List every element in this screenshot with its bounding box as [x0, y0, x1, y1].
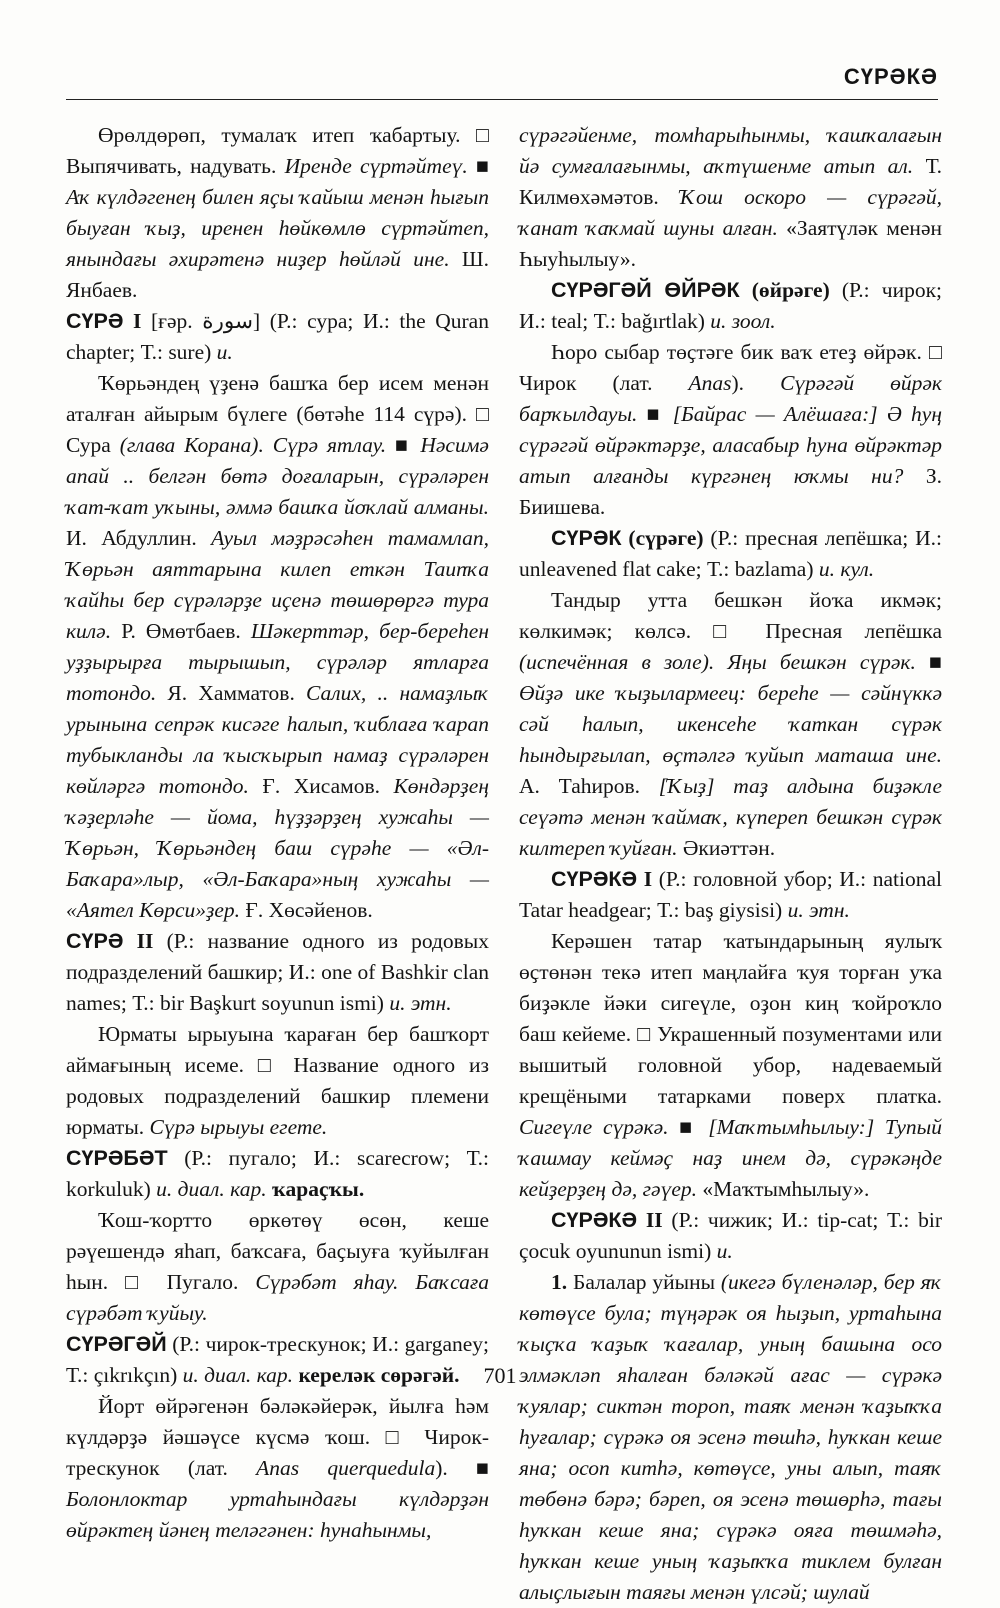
entry-paragraph [66, 306, 489, 368]
entry-paragraph [519, 585, 942, 864]
text: (Р.: название одного из родовых подразделений башкир; И.: one of Bashkir clan names; Т.: bir Başkurt soyunun ismi) [66, 929, 489, 1015]
entry-paragraph [66, 368, 489, 926]
text: Юрматы ырыуына ҡараған бер башҡорт аймағының исеме. □ Название одного из родовых подразделений башкир племени юрматы. [66, 1022, 489, 1139]
italic-text: Anas querquedula [256, 1456, 436, 1480]
entry-paragraph [66, 926, 489, 1019]
italic-text: Иренде сүртәйтеү. [284, 154, 476, 178]
italic-text: и. [216, 340, 233, 364]
headword: СҮРӘКӘ [551, 867, 638, 891]
entry-paragraph [66, 1143, 489, 1205]
header-rule [66, 99, 938, 100]
text: ■ [679, 1115, 709, 1139]
italic-text: (икегә бүленәләр, бер яҡ көтөүсе була; түңәрәк оя һыҙып, уртаһына ҡыҫҡа ҡаҙыҡ ҡағалар, уның башына осо элмәкләп яһалған бәләкәй ағас — сүрәкә ҡуялар; сиктән тороп, таяҡ менән ҡаҙыҡҡа һуғалар; сүрәкә оя эсенә төшһә, һуҡкан кеше яна; осоп китһә, көтөүсе, уны алып, таяҡ төбөнә бәрә; бәреп, оя эсенә төшөрһә, тағы һуҡкан кеше яна; сүрәкә ояға төшмәһә, һуҡкан кеше уның ҡаҙыҡҡа тиклем булған алыҫлығын таяғы менән үлсәй; шулай [519, 1270, 942, 1604]
text: ). [731, 371, 781, 395]
italic-text: (глава Корана). Сүрә ятлау. [119, 433, 395, 457]
text: Һоро сыбар төҫтәге бик ваҡ етеҙ өйрәк. □ Чирок (лат. [519, 340, 942, 395]
headword: СҮРӘБӘТ [66, 1146, 168, 1170]
italic-text: Сүрә ырыуы егете. [149, 1115, 328, 1139]
text: Тандыр утта бешкән йоҡа икмәк; көлкимәк; көлсә. □ Пресная лепёшка [519, 588, 942, 643]
italic-text: Anas [688, 371, 732, 395]
entry-paragraph [519, 523, 942, 585]
italic-text: и. [716, 1239, 733, 1263]
italic-text: [Маҡтымһылыу:] Тупый ҡашмау кеймәҫ наҙ инем дә, сүрәкәңде кейҙерҙең дә, гәүер. [519, 1115, 942, 1201]
running-head: СҮРӘКӘ [843, 64, 938, 89]
left-column [66, 120, 489, 1546]
headword: СҮРӘ [66, 309, 124, 333]
text: А. Таһиров. [519, 774, 659, 798]
italic-text: (испечённая в золе). Яңы бешкән сүрәк. [519, 650, 929, 674]
text: (Р.: пресная лепёшка; И.: unleavened flat cake; Т.: bazlama) [519, 526, 942, 581]
entry-paragraph [519, 864, 942, 926]
entry-paragraph [519, 337, 942, 523]
headword: СҮРӘКӘ [551, 1208, 638, 1232]
bold-text: II [637, 1208, 672, 1232]
italic-text: Сигеүле сүрәкә. [519, 1115, 680, 1139]
entry-paragraph [519, 275, 942, 337]
italic-text: Болонлоктар уртаһындағы күлдәрҙән өйрәктең йәнең теләгәнен: һунаһынмы, [66, 1487, 489, 1542]
text: Ҡөрьәндең үҙенә башҡа бер исем менән аталған айырым бүлеге (бөтәһе 114 сүрә). □ Сура [66, 371, 489, 457]
entry-paragraph [66, 1019, 489, 1143]
entry-paragraph [519, 1205, 942, 1267]
text: Керәшен татар ҡатындарының яулыҡ өҫтөнән текә итеп маңлайға ҡуя торған уҡа биҙәкле йәки сигеүле, оҙон киң ҡойроҡло баш кейеме. □ Украшенный позументами или вышитый головной убор, надеваемый крещёными татарками поверх платка. [519, 929, 942, 1108]
headword: СҮРӘГӘЙ [66, 1332, 167, 1356]
text: (Р.: пугало; И.: scarecrow; Т.: korkuluk) [66, 1146, 489, 1201]
italic-text: Салих, .. намаҙлыҡ урынына сепрәк кисәге һалып, ҡиблаға ҡарап тубыкланды ла ҡысҡырып намаҙ сүрәләрен көйләргә тотондо. [66, 681, 489, 798]
italic-text: и. этн. [389, 991, 452, 1015]
text: ■ [476, 154, 489, 178]
entry-paragraph [519, 926, 942, 1205]
italic-text: [Байрас — Алёшаға:] Ә һуң сүрәгәй өйрәктәрҙе, аласабыр һуна өйрәктәр атып алғанды күргәнең юҡмы ни? [519, 402, 942, 488]
bold-text: 1. [551, 1270, 573, 1294]
italic-text: Өйҙә ике ҡыҙылармеец: береһе — сәйнүккә сәй һалып, икенсеһе ҡаткан сүрәк һындырғылап, өҫтәлгә ҡуйып маташа ине. [519, 681, 942, 767]
text: Әкиәттән. [682, 836, 776, 860]
headword: СҮРӘК [551, 526, 622, 550]
entry-paragraph [519, 120, 942, 275]
bold-text: I [123, 309, 151, 333]
italic-text: и. диал. кар. [156, 1177, 272, 1201]
italic-text: Ҡош оскоро — сүрәгәй, ҡанат ҡаҡмай шуны алған. [519, 185, 943, 240]
text: Ғ. Хисамов. [262, 774, 394, 798]
text: (Р.: чирок; И.: teal; Т.: bağırtlak) [519, 278, 942, 333]
italic-text: Ауыл мәҙрәсәһен тамамлап, Ҡөрьән аяттарына килеп еткән Таипҡа ҡайһы бер сүрәләрҙе иҫенә төшөрөргә тура килә. [66, 526, 489, 643]
text: ■ [929, 650, 942, 674]
bold-text: ҡараҫҡы. [271, 1177, 365, 1201]
italic-text: и. зоол. [710, 309, 776, 333]
text: «Заятүләк менән Һыуһылыу». [519, 216, 942, 271]
italic-text: и. кул. [818, 557, 875, 581]
italic-text: и. диал. кар. [182, 1363, 299, 1387]
text: Ғ. Хөсәйенов. [245, 898, 373, 922]
italic-text: Сүрәбәт яһау. Баҡсаға сүрәбәт ҡуйыу. [66, 1270, 489, 1325]
bold-text: (өйрәге) [739, 278, 830, 302]
text: Р. Өмөтбаев. [121, 619, 251, 643]
text: «Маҡтымһылыу». [702, 1177, 870, 1201]
italic-text: и. этн. [787, 898, 850, 922]
text: ■ [646, 402, 673, 426]
text: Я. Хамматов. [167, 681, 307, 705]
text: ■ [395, 433, 421, 457]
text: (Р.: головной убор; И.: national Tatar headgear; Т.: baş giysisi) [519, 867, 942, 922]
italic-text: Сүрәгәй өйрәк барҡылдауы. [519, 371, 942, 426]
text: [ғәр. سورة] (Р.: сура; И.: the Quran chapter; Т.: sure) [66, 309, 489, 364]
italic-text: Нәсимә апай .. белгән бөтә доғаларын, сүрәләрен ҡат-ҡат уҡыны, әммә башҡа йоҡлай алманы. [66, 433, 489, 519]
text: Балалар уйыны [572, 1270, 721, 1294]
text: И. Абдуллин. [66, 526, 212, 550]
text: (Р.: чижик; И.: tip-cat; Т.: bir çocuk oyununun ismi) [519, 1208, 942, 1263]
text: (Р.: чирок-трескунок; И.: garganey; Т.: çıkrıkçın) [66, 1332, 489, 1387]
text: Т. Килмөхәмәтов. [519, 154, 942, 209]
italic-text: сүрәгәйенме, томһарыһынмы, ҡашҡалағын йә сумғалағынмы, аҡтүшенме атып ал. [519, 123, 942, 178]
text: Йорт өйрәгенән бәләкәйерәк, йылға һәм күлдәрҙә йәшәүсе күсмә ҡош. □ Чирок-трескунок (лат. [66, 1394, 489, 1480]
bold-text: I [637, 867, 659, 891]
page-number: 701 [483, 1363, 517, 1388]
italic-text: Шәкерттәр, бер-береһен уҙҙырырға тырышып, сүрәләр ятларға тотондо. [66, 619, 489, 705]
text: Өрөлдөрөп, тумалаҡ итеп ҡабартыу. □ Выпячивать, надувать. [66, 123, 489, 178]
entry-paragraph [519, 1267, 942, 1608]
italic-text: Аҡ күлдәгенең билен яҫы ҡайыш менән һығып быуған ҡыҙ, иренен һөйкөмлө сүртәйтеп, янындағы әхирәтенә ниҙер һөйләй ине. [66, 185, 489, 271]
entry-paragraph [66, 120, 489, 306]
text: Ҡош-ҡортто өркөтөү өсөн, кеше рәүешендә яһап, баҡсаға, баҫыуға ҡуйылған һын. □ Пугало. [66, 1208, 489, 1294]
headword: СҮРӘГӘЙ ӨЙРӘК [551, 278, 740, 302]
bold-text: (сүрәге) [621, 526, 704, 550]
entry-paragraph [66, 1205, 489, 1329]
headword: СҮРӘ [66, 929, 124, 953]
text: Ш. Янбаев. [66, 247, 489, 302]
text: ). ■ [435, 1456, 489, 1480]
bold-text: II [123, 929, 167, 953]
bold-text: кереләк сөрәгәй. [298, 1363, 460, 1387]
italic-text: Көндәрҙең ҡәҙерләһе — йома, һүҙҙәрҙең хужаһы — Ҡөрьән, Ҡөрьәндең баш сүрәһе — «Әл-Баҡара»лыр, «Әл-Баҡара»ның хужаһы — «Аятел Көрси»ҙер. [66, 774, 489, 922]
entry-paragraph [66, 1391, 489, 1546]
text: З. Биишева. [519, 464, 942, 519]
italic-text: [Ҡыҙ] таҙ алдына биҙәкле сеүәтә менән ҡаймаҡ, күпереп бешкән сүрәк килтереп ҡуйған. [519, 774, 943, 860]
